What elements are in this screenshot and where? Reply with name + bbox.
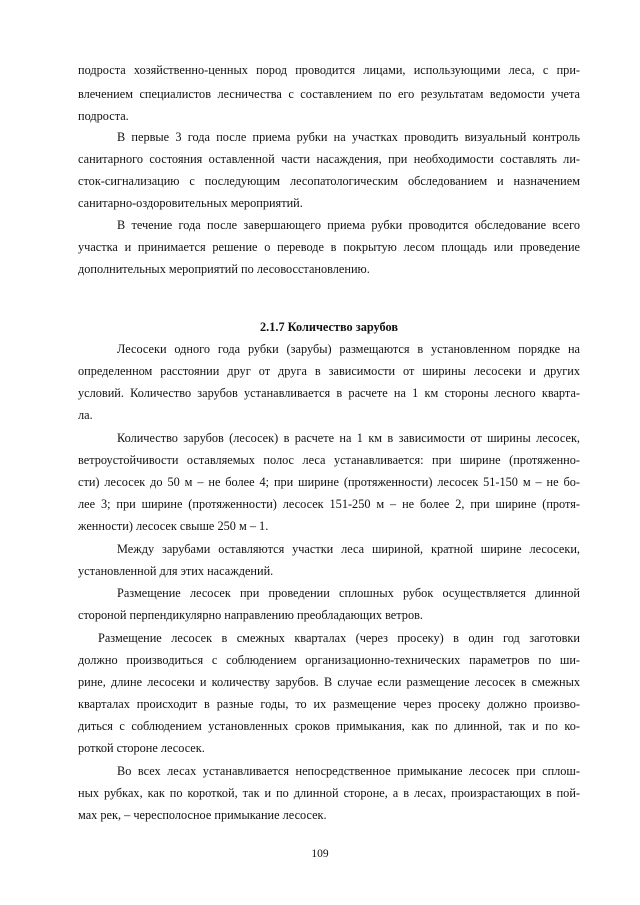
paragraph-line: ла.: [78, 408, 93, 422]
paragraph-line: влечением специалистов лесничества с составлением по его результатам ведомости учета: [78, 87, 580, 101]
paragraph-line: участка и принимается решение о переводе в покрытую лесом площадь или проведение: [78, 240, 580, 254]
paragraph-line: ных рубках, как по короткой, так и по длинной стороне, а в лесах, произрастающих в пой-: [78, 786, 580, 800]
paragraph-line: кварталах происходит в разные годы, то их размещение через просеку должно произво-: [78, 697, 580, 711]
paragraph-line: стороной перпендикулярно направлению преобладающих ветров.: [78, 608, 423, 622]
paragraph-line: роткой стороне лесосек.: [78, 741, 205, 755]
paragraph-line: дополнительных мероприятий по лесовосстановлению.: [78, 262, 370, 276]
paragraph-line: должно производиться с соблюдением организационно-технических параметров по ши-: [78, 653, 580, 667]
section-heading: 2.1.7 Количество зарубов: [260, 320, 398, 334]
paragraph-line: Размещение лесосек в смежных кварталах (через просеку) в один год заготовки: [98, 631, 580, 645]
paragraph-line: Лесосеки одного года рубки (зарубы) размещаются в установленном порядке на: [117, 342, 580, 356]
paragraph-line: ветроустойчивости оставляемых полос леса устанавливается: при ширине (протяженно-: [78, 453, 580, 467]
paragraph-line: женности) лесосек свыше 250 м – 1.: [78, 519, 269, 533]
paragraph-line: подроста хозяйственно-ценных пород проводится лицами, использующими леса, с при-: [78, 63, 580, 77]
paragraph-line: сти) лесосек до 50 м – не более 4; при ширине (протяженности) лесосек 51-150 м – не бо-: [78, 475, 580, 489]
paragraph-line: подроста.: [78, 109, 129, 123]
paragraph-line: санитарно-оздоровительных мероприятий.: [78, 196, 303, 210]
paragraph-line: Количество зарубов (лесосек) в расчете на 1 км в зависимости от ширины лесосек,: [117, 431, 580, 445]
paragraph-line: установленной для этих насаждений.: [78, 564, 274, 578]
paragraph-line: рине, длине лесосеки и количеству зарубов. В случае если размещение лесосек в смежных: [78, 675, 580, 689]
paragraph-line: Во всех лесах устанавливается непосредственное примыкание лесосек при сплош-: [117, 764, 580, 778]
paragraph-line: определенном расстоянии друг от друга в зависимости от ширины лесосеки и других: [78, 364, 580, 378]
paragraph-line: диться с соблюдением установленных сроков примыкания, как по длинной, так и по ко-: [78, 719, 580, 733]
page-number: 109: [311, 848, 329, 860]
paragraph-line: В первые 3 года после приема рубки на участках проводить визуальный контроль: [117, 130, 580, 144]
paragraph-line: лее 3; при ширине (протяженности) лесосек 151-250 м – не более 2, при ширине (протя-: [78, 497, 580, 511]
paragraph-line: сток-сигнализацию с последующим лесопатологическим обследованием и назначением: [78, 174, 580, 188]
paragraph-line: санитарного состояния оставленной части насаждения, при необходимости составлять ли-: [78, 152, 580, 166]
paragraph-line: Между зарубами оставляются участки леса шириной, кратной ширине лесосеки,: [117, 542, 580, 556]
paragraph-line: В течение года после завершающего приема рубки проводится обследование всего: [117, 218, 580, 232]
paragraph-line: мах рек, – чересполосное примыкание лесосек.: [78, 808, 327, 822]
paragraph-line: условий. Количество зарубов устанавливается в расчете на 1 км стороны лесного кварта-: [78, 386, 580, 400]
paragraph-line: Размещение лесосек при проведении сплошных рубок осуществляется длинной: [117, 586, 580, 600]
